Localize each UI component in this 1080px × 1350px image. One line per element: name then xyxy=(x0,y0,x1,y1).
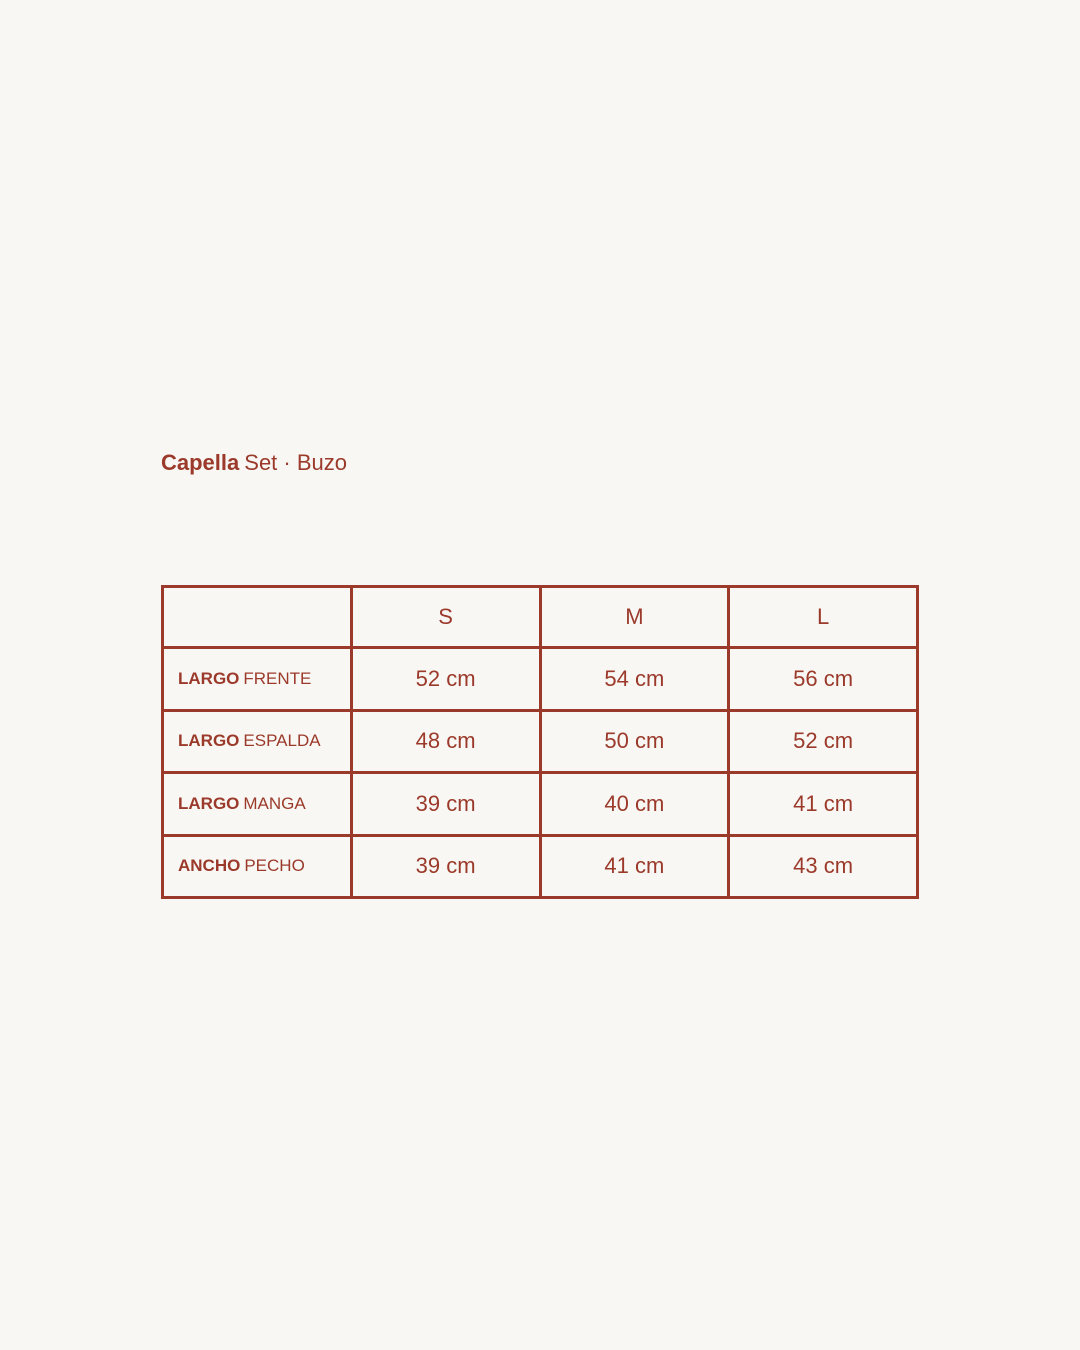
table-header-row xyxy=(163,587,918,648)
table-row xyxy=(163,773,918,836)
table-cell: 50 cm xyxy=(540,710,729,773)
table-row xyxy=(163,835,918,898)
table-cell: 41 cm xyxy=(540,835,729,898)
table-cell: 56 cm xyxy=(729,648,918,711)
row-label: LARGO FRENTE xyxy=(163,648,352,711)
row-label: LARGO ESPALDA xyxy=(163,710,352,773)
table-cell: 43 cm xyxy=(729,835,918,898)
header-cell-size-l: L xyxy=(729,587,918,648)
table-cell: 41 cm xyxy=(729,773,918,836)
row-label: ANCHO PECHO xyxy=(163,835,352,898)
size-table xyxy=(161,585,919,899)
row-label: LARGO MANGA xyxy=(163,773,352,836)
table-cell: 39 cm xyxy=(351,773,540,836)
brand-name: Capella xyxy=(161,450,240,475)
table-cell: 39 cm xyxy=(351,835,540,898)
header-cell-size-s: S xyxy=(351,587,540,648)
table-cell: 48 cm xyxy=(351,710,540,773)
table-cell: 52 cm xyxy=(729,710,918,773)
table-cell: 54 cm xyxy=(540,648,729,711)
table-cell: 52 cm xyxy=(351,648,540,711)
product-name: Set · Buzo xyxy=(244,450,347,475)
table-cell: 40 cm xyxy=(540,773,729,836)
table-row xyxy=(163,648,918,711)
header-cell-empty xyxy=(163,587,352,648)
header-cell-size-m: M xyxy=(540,587,729,648)
table-row xyxy=(163,710,918,773)
page-title xyxy=(161,449,347,477)
